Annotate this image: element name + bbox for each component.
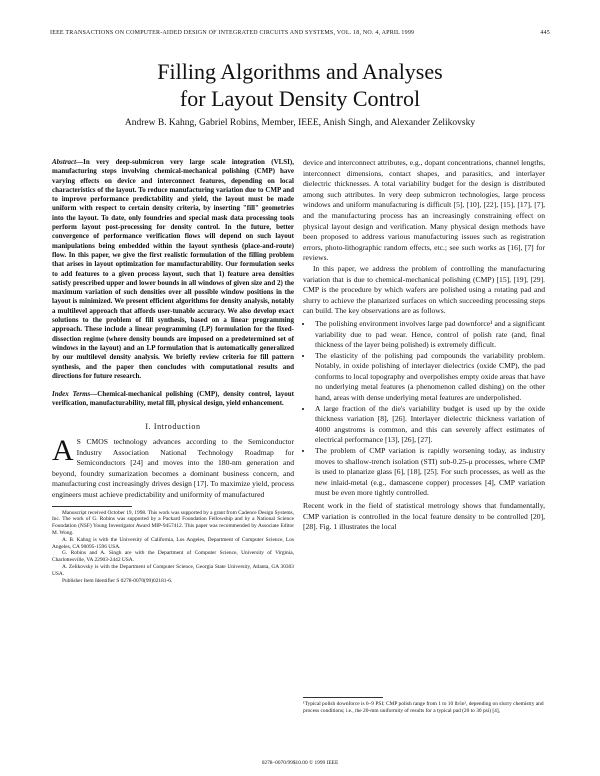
running-head <box>50 30 550 36</box>
left-column <box>52 158 294 584</box>
index-terms-text: Chemical-mechanical polishing (CMP), density control, layout verification, manufacturability, metal fill, physical design, yield enhancement. <box>52 390 294 408</box>
observation-list <box>303 319 545 499</box>
affiliation-note: G. Robins and A. Singh are with the Department of Computer Science, University of Virginia, Charlottesville, VA 22903-2442 USA. <box>52 550 294 564</box>
body-paragraph: In this paper, we address the problem of controlling the manufacturing variation that is due to chemical-mechanical polishing (CMP) [15], [19], [29]. CMP is the procedure by which wafers are polished using a rotating pad and slurry to achieve the planarized surfaces on which succeeding processing steps can build. The key observations are as follows. <box>303 263 545 316</box>
index-terms-label: Index Terms— <box>52 390 98 399</box>
journal-header: IEEE TRANSACTIONS ON COMPUTER-AIDED DESIGN OF INTEGRATED CIRCUITS AND SYSTEMS, VOL. 18, NO. 4, APRIL 1999 <box>50 30 415 36</box>
intro-paragraph <box>52 434 294 501</box>
manuscript-note: Manuscript received October 19, 1998. This work was supported by a grant from Cadence Design Systems, Inc. The work of G. Robins was supported by a Packard Foundation Fellowship and by a National Science Foundation (NSF) Young Investigator Award MIP-9457412. This paper was recommended by Associate Editor M. Wong. <box>52 509 294 536</box>
intro-text: S CMOS technology advances according to the Semiconductor Industry Association National Technology Roadmap for Semiconductors [24] and moves into the 180-nm generation and beyond, foundry sumarization becomes a dominant business concern, and manufacturing cost increasingly drives design [17]. To maximize yield, process engineers must achieve predictability and uniformity of manufactured <box>52 437 294 499</box>
drop-cap: A <box>52 434 74 468</box>
affiliation-note: A. B. Kahng is with the University of California, Los Angeles, Department of Computer Science, Los Angeles, CA 90095-1596 USA. <box>52 536 294 550</box>
footnote-right <box>303 692 545 715</box>
author-list: Andrew B. Kahng, Gabriel Robins, Member, IEEE, Anish Singh, and Alexander Zelikovsky <box>124 118 476 128</box>
copyright-line: 0278–0070/99$10.00 © 1999 IEEE <box>261 760 339 766</box>
index-terms <box>52 390 294 409</box>
list-item: • The problem of CMP variation is rapidly worsening today, as industry moves to shallow-trench isolation (STI) sub-0.25-μ processes, where CMP is used to planarize glass [6], [18], [25]. For such processes, as well as the new inlaid-metal (e.g., damascene copper) processes [4], CMP variation must be even more tightly controlled. <box>313 446 545 499</box>
page-number: 445 <box>540 30 550 36</box>
footnote-rule <box>303 697 383 698</box>
list-item: • A large fraction of the die's variability budget is used up by the oxide thickness variation [8], [26]. Interlayer dielectric thickness variation of 4000 angstroms is common, and this can severely affect estimates of electrical performance [13], [26], [27]. <box>313 404 545 446</box>
downforce-footnote: ¹Typical polish downforce is 6–9 PSI; CMP polish range from 1 to 10 lb/in², depending on slurry chemistry and process conditions; i.e., the 20-mm uniformity of results for a typical pad (20 to 30 psi) [4], <box>303 701 544 714</box>
body-paragraph: Recent work in the field of statistical metrology shows that fundamentally, CMP variation is controlled in the local feature density to be controlled [20], [28]. Fig. 1 illustrates the local <box>303 501 545 532</box>
right-column <box>303 158 545 533</box>
abstract-label: Abstract— <box>52 158 84 166</box>
list-item: • The polishing environment involves large pad downforce¹ and a significant variability due to pad wear. Hence, control of polish rate (and, final thickness of the layer being polished) is extremely difficult. <box>313 319 545 351</box>
abstract <box>52 158 294 381</box>
footnote-rule <box>52 506 132 507</box>
paper-title <box>0 58 600 112</box>
body-paragraph: device and interconnect attributes, e.g., dopant concentrations, channel lengths, interconnect dimensions, contact shapes, and parasitics, and interlayer dielectric thicknesses. A total variability budget for the design is distributed among such attributes. In very deep submicron technologies, large process windows and uniform manufacturing is difficult [5], [10], [22], [15], [17], [7], and the manufacturing process has an increasingly constraining effect on physical layout design and verification. Many physical design methods have been proposed to address various manufacturing issues such as registration errors, photo-lithographic random effects, etc.; see such works as [16], [7] for reviews. <box>303 158 545 263</box>
publisher-id-note: Publisher Item Identifier S 0278-0070(99)02181-6. <box>62 577 173 584</box>
footnotes-left <box>52 510 294 585</box>
abstract-text: In very deep-submicron very large scale integration (VLSI), manufacturing steps involving chemical-mechanical polishing (CMP) have varying effects on device and interconnect features, depending on local characteristics of the layout. To reduce manufacturing variation due to CMP and to improve performance predictability and yield, the layout must be made uniform with respect to certain density criteria, by inserting "fill" geometries into the layout. To date, only foundries and special mask data processing tools perform layout post-processing for density control. In the future, better convergence of performance verification flows will depend on such layout manipulations being embedded within the layout synthesis (place-and-route) flow. In this paper, we give the first realistic formulation of the filling problem that arises in layout optimization for manufacturability. Our formulation seeks to add features to a given process layout, such that 1) feature area densities satisfy prescribed upper and lower bounds in all windows of given size and 2) the maximum variation of such densities over all possible window positions in the layout is minimized. We present efficient algorithms for density analysis, notably a multilevel approach that affords user-tunable accuracy. We also develop exact solutions to the problem of fill synthesis, based on a linear programming approach. These include a linear programming (LP) formulation for the fixed-dissection regime (where density bounds are imposed on a predetermined set of windows in the layout) and an LP formulation that is automatically generalized by our multilevel density analysis. We briefly review criteria for fill pattern synthesis, and the paper then concludes with computational results and directions for future research. <box>52 158 294 380</box>
affiliation-note: A. Zelikovsky is with the Department of Computer Science, Georgia State University, Atlanta, GA 30303 USA. <box>52 563 294 577</box>
list-item: • The elasticity of the polishing pad compounds the variability problem. Notably, in oxide polishing of interlayer dielectrics (oxide CMP), the pad conforms to local topography and overpolishes empty oxide areas that have no underlying metal features (a phenomenon called dishing) on the other hand, areas with dense underlying metal features are underpolished. <box>313 351 545 404</box>
title-line-1: Filling Algorithms and Analyses <box>157 59 443 84</box>
section-heading: I. Introduction <box>145 421 201 431</box>
title-line-2: for Layout Density Control <box>179 86 421 111</box>
